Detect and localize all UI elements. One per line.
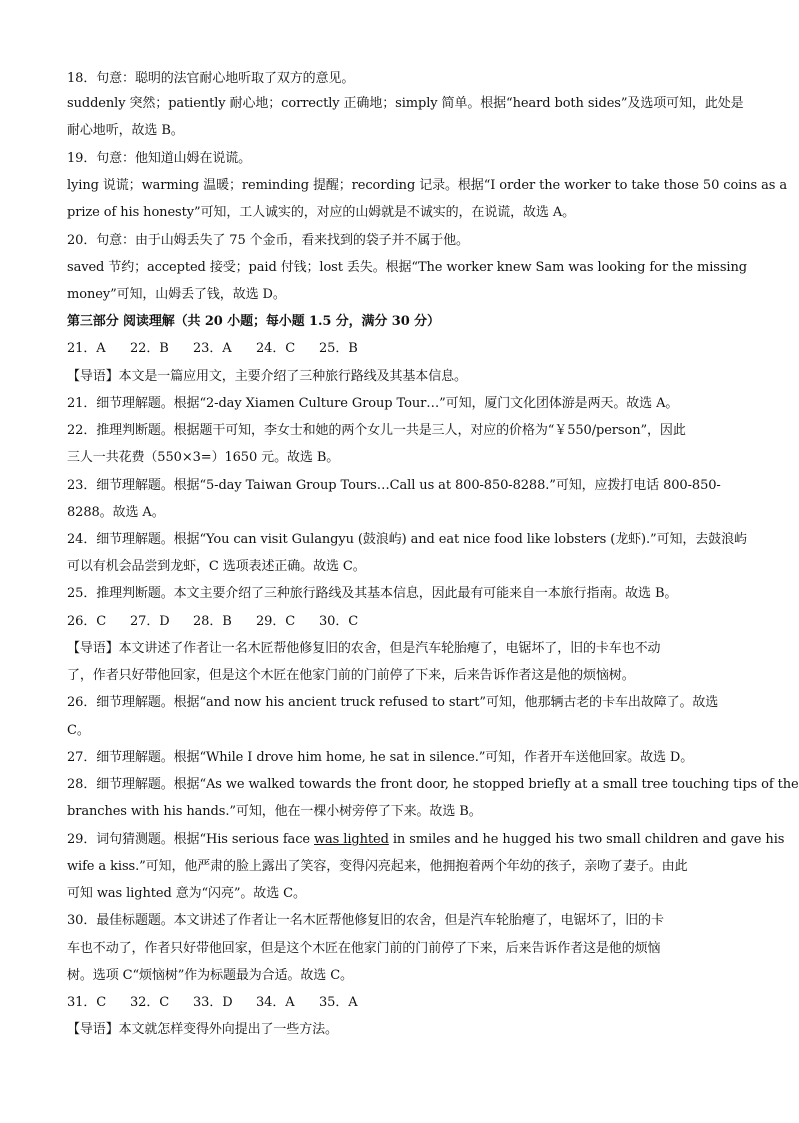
q20-explanation: saved 节约；accepted 接受；paid 付钱；lost 丢失。根据“The worker knew Sam was looking for the missing xyxy=(67,260,747,275)
q30-explanation-cont: 车也不动了，作者只好带他回家，但是这个木匠在他家门前的门前停了下来，后来告诉作者这是他的烦恼 xyxy=(67,941,661,956)
passage-c-intro: 【导语】本文就怎样变得外向提出了一些方法。 xyxy=(67,1022,338,1037)
q27-explanation: 27．细节理解题。根据“While I drove him home, he sat in silence.”可知，作者开车送他回家。故选 D。 xyxy=(67,750,694,765)
q20-meaning: 20．句意：由于山姆丢失了 75 个金币，看来找到的袋子并不属于他。 xyxy=(67,233,469,248)
answer-34: 34．A xyxy=(256,995,295,1010)
q21-explanation: 21．细节理解题。根据“2-day Xiamen Culture Group Tour…”可知，厦门文化团体游是两天。故选 A。 xyxy=(67,396,679,411)
q24-explanation: 24．细节理解题。根据“You can visit Gulangyu (鼓浪屿) and eat nice food like lobsters (龙虾).”可知，去鼓浪屿 xyxy=(67,532,747,547)
answer-31: 31．C xyxy=(67,995,107,1010)
answer-22: 22．B xyxy=(130,341,169,356)
q18-explanation-cont: 耐心地听，故选 B。 xyxy=(67,123,184,138)
q25-explanation: 25．推理判断题。本文主要介绍了三种旅行路线及其基本信息，因此最有可能来自一本旅行指南。故选 B。 xyxy=(67,586,678,601)
answer-27: 27．D xyxy=(130,614,170,629)
q22-explanation: 22．推理判断题。根据题干可知，李女士和她的两个女儿一共是三人，对应的价格为“￥550/person”，因此 xyxy=(67,423,686,438)
q28-explanation: 28．细节理解题。根据“As we walked towards the front door, he stopped briefly at a small tree touching tips of the xyxy=(67,777,799,792)
q23-explanation-cont: 8288。故选 A。 xyxy=(67,505,165,520)
q20-explanation-cont: money”可知，山姆丢了钱，故选 D。 xyxy=(67,287,286,302)
answer-26: 26．C xyxy=(67,614,107,629)
answer-30: 30．C xyxy=(319,614,359,629)
answer-23: 23．A xyxy=(193,341,232,356)
q24-explanation-cont: 可以有机会品尝到龙虾，C 选项表述正确。故选 C。 xyxy=(67,559,366,574)
q29-text-start: 29．词句猜测题。根据“His serious face xyxy=(67,832,314,847)
passage-b-intro-cont: 了，作者只好带他回家，但是这个木匠在他家门前的门前停了下来，后来告诉作者这是他的烦恼树。 xyxy=(67,668,635,683)
q28-explanation-cont: branches with his hands.”可知，他在一棵小树旁停了下来。故选 B。 xyxy=(67,804,482,819)
answer-33: 33．D xyxy=(193,995,233,1010)
q29-explanation-end: 可知 was lighted 意为“闪亮”。故选 C。 xyxy=(67,886,306,901)
q30-explanation: 30．最佳标题题。本文讲述了作者让一名木匠帮他修复旧的农舍，但是汽车轮胎瘪了，电锯坏了，旧的卡 xyxy=(67,913,664,928)
q26-explanation-cont: C。 xyxy=(67,723,90,738)
q30-explanation-end: 树。选项 C“烦恼树”作为标题最为合适。故选 C。 xyxy=(67,968,353,983)
q19-explanation-cont: prize of his honesty”可知，工人诚实的，对应的山姆就是不诚实的，在说谎，故选 A。 xyxy=(67,205,576,220)
q23-explanation: 23．细节理解题。根据“5-day Taiwan Group Tours…Call us at 800-850-8288.”可知，应拨打电话 800-850- xyxy=(67,478,721,493)
q29-text-end: in smiles and he hugged his two small children and gave his xyxy=(388,832,785,847)
q29-explanation-cont: wife a kiss.”可知，他严肃的脸上露出了笑容，变得闪亮起来，他拥抱着两个年幼的孩子，亲吻了妻子。由此 xyxy=(67,859,688,874)
section-heading: 第三部分 阅读理解（共 20 小题；每小题 1.5 分，满分 30 分） xyxy=(67,314,440,329)
q18-meaning: 18．句意：聪明的法官耐心地听取了双方的意见。 xyxy=(67,71,355,86)
answers-31-35 xyxy=(67,994,735,1012)
answer-32: 32．C xyxy=(130,995,170,1010)
passage-b-intro: 【导语】本文讲述了作者让一名木匠帮他修复旧的农舍，但是汽车轮胎瘪了，电锯坏了，旧的卡车也不动 xyxy=(67,641,661,656)
answer-29: 29．C xyxy=(256,614,296,629)
answers-26-30 xyxy=(67,613,735,631)
answer-25: 25．B xyxy=(319,341,358,356)
q18-explanation: suddenly 突然；patiently 耐心地；correctly 正确地；simply 简单。根据“heard both sides”及选项可知，此处是 xyxy=(67,96,744,111)
answer-28: 28．B xyxy=(193,614,232,629)
answer-21: 21．A xyxy=(67,341,106,356)
answer-35: 35．A xyxy=(319,995,358,1010)
passage-a-intro: 【导语】本文是一篇应用文，主要介绍了三种旅行路线及其基本信息。 xyxy=(67,369,467,384)
answer-24: 24．C xyxy=(256,341,296,356)
q22-explanation-cont: 三人一共花费（550×3=）1650 元。故选 B。 xyxy=(67,450,340,465)
q19-explanation: lying 说谎；warming 温暖；reminding 提醒；recording 记录。根据“I order the worker to take those 50 coins as a xyxy=(67,178,788,193)
q29-underlined-phrase: was lighted xyxy=(314,832,389,847)
q19-meaning: 19．句意：他知道山姆在说谎。 xyxy=(67,151,252,166)
q26-explanation: 26．细节理解题。根据“and now his ancient truck refused to start”可知，他那辆古老的卡车出故障了。故选 xyxy=(67,695,719,710)
answers-21-25 xyxy=(67,340,735,358)
q29-explanation xyxy=(67,831,785,849)
